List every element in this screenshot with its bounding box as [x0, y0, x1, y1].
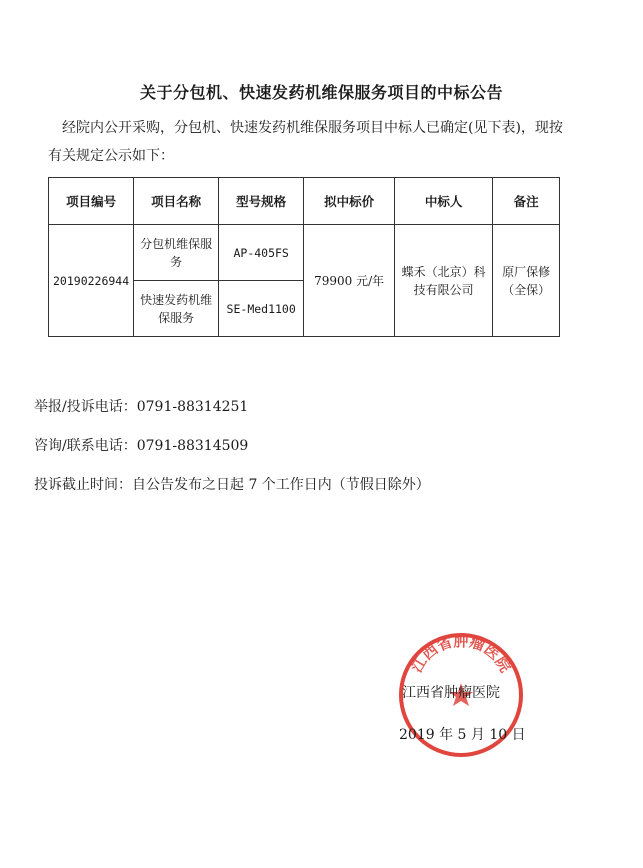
intro-line-1: 经院内公开采购，分包机、快速发药机维保服务项目中标人已确定(见下表)，现按: [62, 120, 563, 136]
signature-date: 2019 年 5 月 10 日: [399, 727, 526, 743]
header-remark: 备注: [493, 178, 560, 225]
cell-item-model: AP-405FS: [219, 225, 304, 281]
header-project-no: 项目编号: [49, 178, 134, 225]
table-row: [49, 225, 560, 281]
page-title: 关于分包机、快速发药机维保服务项目的中标公告: [139, 83, 503, 102]
cell-item-name: 快速发药机维保服务: [134, 281, 219, 337]
intro-paragraph: [48, 114, 608, 170]
cell-winner: 蝶禾（北京）科技有限公司: [395, 225, 493, 337]
complaint-deadline-line: 投诉截止时间：自公告发布之日起 7 个工作日内（节假日除外）: [34, 477, 430, 493]
header-price: 拟中标价: [304, 178, 395, 225]
consult-phone-line: 咨询/联系电话：0791-88314509: [34, 438, 249, 454]
report-phone-line: 举报/投诉电话：0791-88314251: [34, 399, 249, 415]
signature-organization: 江西省肿瘤医院: [402, 685, 500, 701]
cell-price: 79900 元/年: [304, 225, 395, 337]
header-winner: 中标人: [395, 178, 493, 225]
intro-line-2: 有关规定公示如下：: [48, 148, 174, 164]
seal-text: 江西省肿瘤医院: [407, 631, 515, 676]
cell-item-model: SE-Med1100: [219, 281, 304, 337]
cell-remark: 原厂保修（全保）: [493, 225, 560, 337]
header-project-name: 项目名称: [134, 178, 219, 225]
table-header-row: [49, 178, 560, 225]
header-model: 型号规格: [219, 178, 304, 225]
cell-project-no: 20190226944: [49, 225, 134, 337]
cell-item-name: 分包机维保服务: [134, 225, 219, 281]
award-table: [48, 177, 560, 337]
